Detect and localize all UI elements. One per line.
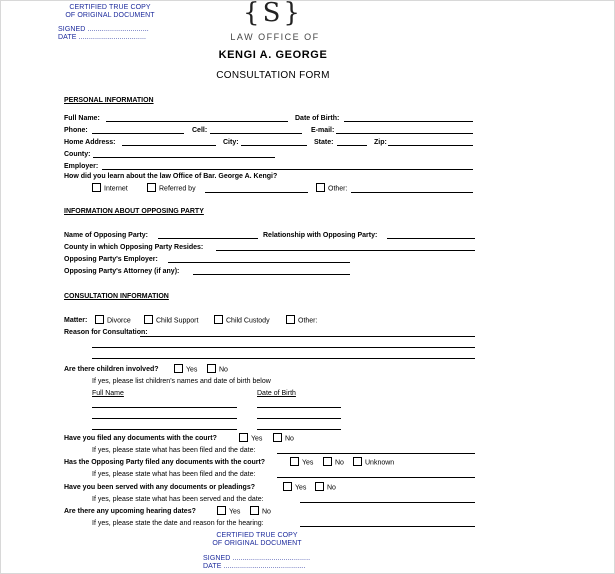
opp-filed-yes[interactable] — [290, 458, 313, 467]
form-title: CONSULTATION FORM — [216, 70, 330, 81]
child-custody-checkbox[interactable] — [214, 315, 223, 324]
other-source-checkbox[interactable] — [316, 183, 325, 192]
served-no[interactable] — [315, 483, 336, 492]
opp-filed-note: If yes, please state what has been filed and the date: — [92, 471, 256, 478]
hearing-yes-label: Yes — [229, 508, 241, 516]
stamp-line-1: CERTIFIED TRUE COPY — [69, 4, 151, 11]
divorce-checkbox[interactable] — [95, 315, 104, 324]
attorney-name: KENGI A. GEORGE — [218, 49, 328, 61]
matter-label: Matter: — [64, 317, 88, 324]
option-divorce[interactable] — [95, 316, 131, 325]
children-yes-label: Yes — [186, 366, 198, 374]
opp-employer-label: Opposing Party's Employer: — [64, 256, 158, 263]
relationship-label: Relationship with Opposing Party: — [263, 232, 378, 239]
opp-filed-detail-field[interactable] — [277, 477, 475, 478]
stamp-bottom-line-2: OF ORIGINAL DOCUMENT — [212, 540, 302, 547]
children-no-checkbox[interactable] — [207, 364, 216, 373]
filed-detail-field[interactable] — [277, 453, 475, 454]
cell-field[interactable] — [210, 133, 302, 134]
opp-filed-unknown-label: Unknown — [365, 459, 395, 467]
col-full-name: Full Name — [92, 390, 124, 397]
opp-filed-unknown-checkbox[interactable] — [353, 457, 362, 466]
zip-label: Zip: — [374, 139, 387, 146]
relationship-field[interactable] — [387, 238, 475, 239]
filed-yes[interactable] — [239, 434, 262, 443]
opp-county-field[interactable] — [216, 250, 475, 251]
zip-field[interactable] — [388, 145, 473, 146]
filed-yes-label: Yes — [251, 435, 263, 443]
matter-other-label: Other: — [298, 317, 318, 325]
served-yes-checkbox[interactable] — [283, 482, 292, 491]
city-field[interactable] — [241, 145, 307, 146]
internet-label: Internet — [104, 185, 128, 193]
matter-other-checkbox[interactable] — [286, 315, 295, 324]
opp-name-label: Name of Opposing Party: — [64, 232, 149, 239]
child-name-field-1[interactable] — [92, 407, 237, 408]
child-dob-field-3[interactable] — [257, 429, 341, 430]
other-source-field[interactable] — [351, 192, 473, 193]
option-referred[interactable] — [147, 184, 196, 193]
referred-label: Referred by — [159, 185, 196, 193]
full-name-field[interactable] — [106, 121, 288, 122]
opp-attorney-field[interactable] — [193, 274, 350, 275]
county-field[interactable] — [93, 157, 275, 158]
served-yes[interactable] — [283, 483, 306, 492]
option-internet[interactable] — [92, 184, 128, 193]
hearing-no-label: No — [262, 508, 271, 516]
opp-filed-yes-checkbox[interactable] — [290, 457, 299, 466]
children-question: Are there children involved? — [64, 366, 159, 373]
opp-filed-no-label: No — [335, 459, 344, 467]
child-custody-label: Child Custody — [226, 317, 270, 325]
stamp-date: DATE ................................. — [58, 34, 147, 41]
opp-employer-field[interactable] — [168, 262, 350, 263]
col-date-of-birth: Date of Birth — [257, 390, 296, 397]
email-label: E-mail: — [311, 127, 335, 134]
reason-field-1[interactable] — [140, 336, 475, 337]
served-detail-field[interactable] — [300, 502, 475, 503]
stamp-bottom-line-1: CERTIFIED TRUE COPY — [216, 532, 298, 539]
reason-field-3[interactable] — [92, 358, 475, 359]
other-source-label: Other: — [328, 185, 348, 193]
internet-checkbox[interactable] — [92, 183, 101, 192]
children-yes-checkbox[interactable] — [174, 364, 183, 373]
child-name-field-3[interactable] — [92, 429, 237, 430]
filed-no-label: No — [285, 435, 294, 443]
served-note: If yes, please state what has been served and the date: — [92, 496, 264, 503]
section-personal-heading: PERSONAL INFORMATION — [64, 97, 154, 104]
county-label: County: — [64, 151, 91, 158]
filed-question: Have you filed any documents with the court? — [64, 435, 217, 442]
hearing-note: If yes, please state the date and reason for the hearing: — [92, 520, 264, 527]
children-no-label: No — [219, 366, 228, 374]
child-support-label: Child Support — [156, 317, 199, 325]
child-dob-field-1[interactable] — [257, 407, 341, 408]
opp-filed-yes-label: Yes — [302, 459, 314, 467]
hearing-question: Are there any upcoming hearing dates? — [64, 508, 196, 515]
served-no-label: No — [327, 484, 336, 492]
opp-attorney-label: Opposing Party's Attorney (if any): — [64, 268, 180, 275]
reason-label: Reason for Consultation: — [64, 329, 148, 336]
home-address-label: Home Address: — [64, 139, 116, 146]
hearing-yes-checkbox[interactable] — [217, 506, 226, 515]
how-learn-label: How did you learn about the law Office of Bar. George A. Kengi? — [64, 173, 278, 180]
opp-filed-question: Has the Opposing Party filed any documents with the court? — [64, 459, 266, 466]
filed-note: If yes, please state what has been filed and the date: — [92, 447, 256, 454]
filed-no[interactable] — [273, 434, 294, 443]
opp-name-field[interactable] — [158, 238, 258, 239]
hearing-no[interactable] — [250, 507, 271, 516]
opp-filed-no-checkbox[interactable] — [323, 457, 332, 466]
firm-label: LAW OFFICE OF — [230, 32, 320, 42]
served-yes-label: Yes — [295, 484, 307, 492]
reason-field-2[interactable] — [92, 347, 475, 348]
stamp-bottom-date: DATE ........................................ — [203, 563, 306, 570]
hearing-detail-field[interactable] — [300, 526, 475, 527]
employer-label: Employer: — [64, 163, 99, 170]
opp-county-label: County in which Opposing Party Resides: — [64, 244, 204, 251]
logo-mark: {S} — [243, 0, 303, 28]
children-no[interactable] — [207, 365, 228, 374]
dob-field[interactable] — [344, 121, 473, 122]
state-label: State: — [314, 139, 334, 146]
filed-no-checkbox[interactable] — [273, 433, 282, 442]
option-child-custody[interactable] — [214, 316, 270, 325]
stamp-signed: SIGNED .............................. — [58, 26, 149, 33]
referred-field[interactable] — [205, 192, 308, 193]
section-opposing-heading: INFORMATION ABOUT OPPOSING PARTY — [64, 208, 204, 215]
hearing-no-checkbox[interactable] — [250, 506, 259, 515]
full-name-label: Full Name: — [64, 115, 100, 122]
referred-checkbox[interactable] — [147, 183, 156, 192]
stamp-line-2: OF ORIGINAL DOCUMENT — [65, 12, 155, 19]
child-support-checkbox[interactable] — [144, 315, 153, 324]
opp-filed-unknown[interactable] — [353, 458, 394, 467]
option-other-source[interactable] — [316, 184, 347, 193]
city-label: City: — [223, 139, 239, 146]
option-child-support[interactable] — [144, 316, 198, 325]
served-question: Have you been served with any documents or pleadings? — [64, 484, 255, 491]
opp-filed-no[interactable] — [323, 458, 344, 467]
children-note: If yes, please list children's names and date of birth below — [92, 378, 271, 385]
email-field[interactable] — [336, 133, 473, 134]
employer-field[interactable] — [102, 169, 473, 170]
child-dob-field-2[interactable] — [257, 418, 341, 419]
section-consult-heading: CONSULTATION INFORMATION — [64, 293, 169, 300]
home-address-field[interactable] — [122, 145, 216, 146]
dob-label: Date of Birth: — [295, 115, 340, 122]
option-matter-other[interactable] — [286, 316, 317, 325]
phone-field[interactable] — [92, 133, 184, 134]
stamp-bottom-signed: SIGNED ...................................... — [203, 555, 311, 562]
filed-yes-checkbox[interactable] — [239, 433, 248, 442]
hearing-yes[interactable] — [217, 507, 240, 516]
served-no-checkbox[interactable] — [315, 482, 324, 491]
phone-label: Phone: — [64, 127, 88, 134]
divorce-label: Divorce — [107, 317, 131, 325]
children-yes[interactable] — [174, 365, 197, 374]
cell-label: Cell: — [192, 127, 208, 134]
child-name-field-2[interactable] — [92, 418, 237, 419]
state-field[interactable] — [337, 145, 367, 146]
